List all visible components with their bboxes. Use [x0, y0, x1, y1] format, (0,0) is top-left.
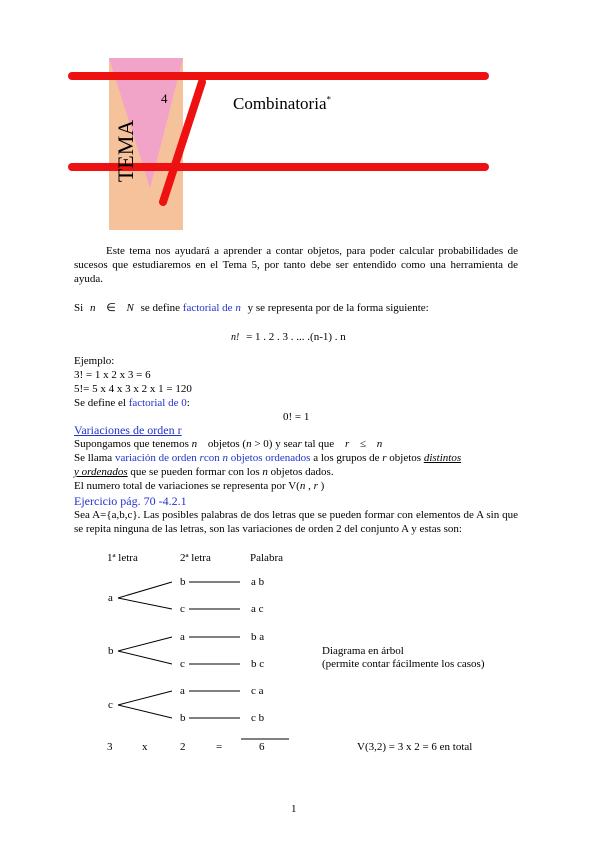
v1b: objetos (	[207, 438, 247, 450]
v1r: r	[297, 438, 302, 450]
ejemplo-2: 5!= 5 x 4 x 3 x 2 x 1 = 120	[74, 383, 192, 395]
intro-span: Este tema nos ayudará a aprender a contar objetos, para poder calcular probabilidades de sucesos que estudiaremos en el Tema 5, por tanto debe ser entendido como una herramienta de ayuda.	[74, 245, 518, 285]
v2b1: variación de orden	[114, 452, 197, 464]
formula-rhs: = 1 . 2 . 3 . ... .(n-1) . n	[246, 331, 346, 343]
v3b: objetos dados.	[270, 466, 334, 478]
tree-col3-header: Palabra	[250, 552, 283, 564]
def0-blue: factorial de 0	[128, 397, 187, 409]
def0-prefix: Se define el	[74, 397, 126, 409]
v3a: que se pueden formar con los	[130, 466, 260, 478]
v1le: ≤	[359, 438, 367, 450]
v2r: r	[199, 452, 204, 464]
count-1: 3	[107, 741, 113, 753]
v1n3: n	[376, 438, 383, 450]
tree-second-a1: b	[180, 576, 186, 588]
tree-second-a2: c	[180, 603, 185, 615]
tree-second-b1: a	[180, 631, 185, 643]
tree-caption-1: Diagrama en árbol	[322, 645, 404, 657]
tree-branches-c	[118, 691, 240, 718]
v1n2: n	[246, 438, 252, 450]
v2b2: con	[203, 452, 220, 464]
tree-word-c1: c a	[251, 685, 264, 697]
tree-second-b2: c	[180, 658, 185, 670]
count-3: 6	[259, 741, 265, 753]
ejemplo-1: 3! = 1 x 2 x 3 = 6	[74, 369, 151, 381]
fd-n: n	[89, 302, 96, 314]
v2a: Se llama	[74, 452, 113, 464]
v2c: objetos	[389, 452, 422, 464]
v4a: El numero total de variaciones se representa por V(	[74, 480, 300, 492]
tree-second-c1: a	[180, 685, 185, 697]
tree-word-c2: c b	[251, 712, 265, 724]
fd-N: N	[126, 302, 134, 314]
fd-blue-text: factorial de	[182, 302, 233, 314]
page-number: 1	[291, 803, 297, 815]
title-text: Combinatoria	[233, 94, 327, 113]
tree-first-b: b	[108, 645, 114, 657]
v1c: > 0) y sea	[254, 438, 298, 450]
factorial-zero: 0! = 1	[283, 411, 310, 423]
fd-blue-n: n	[235, 302, 241, 314]
ejercicio-heading: Ejercicio pág. 70 -4.2.1	[74, 494, 187, 508]
v4n: n	[299, 480, 306, 492]
v4r: r	[313, 480, 318, 492]
fd-mid: se define	[140, 302, 181, 314]
fd-elem: ∈	[106, 302, 116, 314]
v1a: Supongamos que tenemos	[74, 438, 189, 450]
ejercicio-span: Sea A={a,b,c}. Las posibles palabras de dos letras que se pueden formar con elementos de A sin que se repita ninguna de las letras, son las variaciones de orden 2 del conjunto A y estas son:	[74, 509, 518, 535]
v3n: n	[262, 466, 268, 478]
tree-word-a2: a c	[251, 603, 264, 615]
fd-suffix: y se representa por de la forma siguiente:	[247, 302, 429, 314]
v2b3: objetos ordenados	[230, 452, 311, 464]
formula-lhs: n!	[231, 332, 240, 343]
equals-sign: =	[216, 741, 223, 753]
tema-number: 4	[161, 91, 168, 106]
def0-suffix: :	[186, 397, 190, 409]
fd-prefix: Si	[74, 302, 84, 314]
tree-word-a1: a b	[251, 576, 265, 588]
tree-branches-a	[118, 582, 240, 609]
tree-first-a: a	[108, 592, 113, 604]
v1r2: r	[344, 438, 350, 450]
tree-word-b2: b c	[251, 658, 265, 670]
tema-label: TEMA	[113, 119, 138, 183]
v2u1: distintos	[423, 452, 462, 464]
count-2: 2	[180, 741, 186, 753]
tree-word-b1: b a	[251, 631, 265, 643]
v4c: )	[320, 480, 325, 492]
tree-branches-b	[118, 637, 240, 664]
tree-first-c: c	[108, 699, 113, 711]
title-mark: *	[326, 94, 331, 105]
v2b: a los grupos de	[313, 452, 380, 464]
tree-col2-header: 2ª letra	[180, 552, 211, 564]
v1n: n	[191, 438, 198, 450]
v4b: ,	[308, 480, 311, 492]
times-sign: x	[142, 741, 148, 753]
tree-col1-header: 1ª letra	[107, 552, 138, 564]
v1d: tal que	[304, 438, 335, 450]
ejemplo-label: Ejemplo:	[74, 355, 115, 367]
v2r2: r	[382, 452, 387, 464]
v2n: n	[222, 452, 228, 464]
tree-second-c2: b	[180, 712, 186, 724]
variaciones-heading: Variaciones de orden r	[74, 423, 182, 437]
v3u: y ordenados	[74, 466, 128, 478]
tree-caption-2: (permite contar fácilmente los casos)	[322, 658, 485, 670]
total-text: V(3,2) = 3 x 2 = 6 en total	[357, 741, 473, 753]
